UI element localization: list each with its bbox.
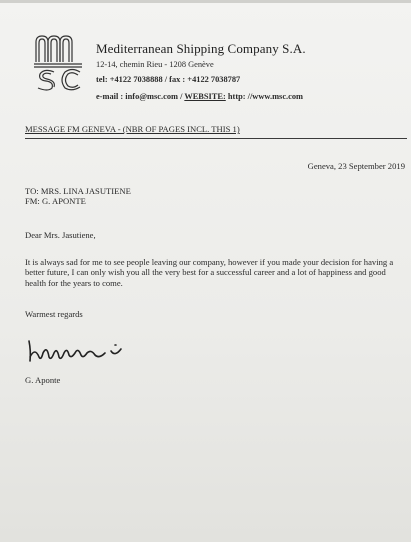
closing: Warmest regards [25, 309, 83, 319]
company-name: Mediterranean Shipping Company S.A. [96, 41, 306, 56]
signer-name: G. Aponte [25, 375, 61, 385]
letter-date: Geneva, 23 September 2019 [307, 161, 405, 171]
letter-body: It is always sad for me to see people leaving our company, however if you made your decision for having a better future, I can only wish you all the very best for a successful career and a lot of happiness and good health for the years to come. [25, 257, 394, 288]
page-edge [0, 0, 411, 3]
recipient-line: TO: MRS. LINA JASUTIENE [25, 186, 131, 196]
sender-line: FM: G. APONTE [25, 196, 86, 206]
company-address: 12-14, chemin Rieu - 1208 Genève [96, 60, 214, 69]
company-phone-fax: tel: +4122 7038888 / fax : +4122 7038787 [96, 75, 241, 84]
salutation: Dear Mrs. Jasutiene, [25, 230, 96, 240]
website-label: WEBSITE: [184, 92, 226, 101]
header-divider [25, 138, 407, 139]
email-text: e-mail : info@msc.com / [96, 92, 185, 101]
company-email-website [96, 92, 303, 101]
handwritten-signature [25, 335, 125, 365]
message-header: MESSAGE FM GENEVA - (NBR OF PAGES INCL. THIS 1) [25, 124, 240, 134]
msc-logo [32, 30, 84, 94]
website-url: http: //www.msc.com [225, 92, 304, 101]
